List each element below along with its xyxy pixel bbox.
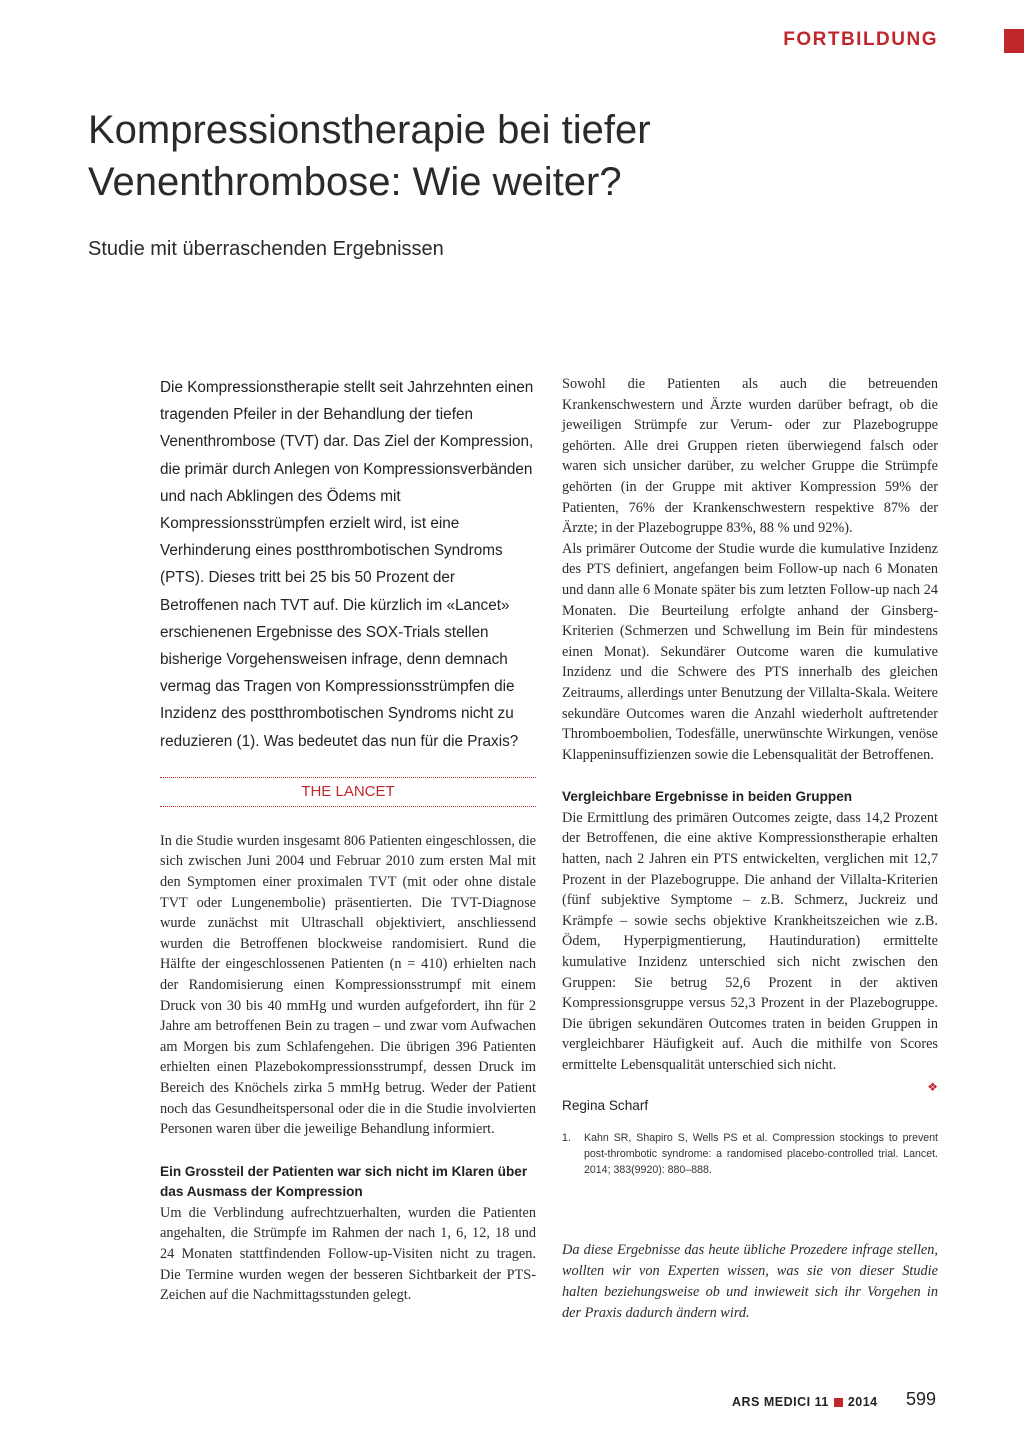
journal-year: 2014 [847, 1395, 878, 1409]
end-of-article-icon: ❖ [927, 1079, 938, 1094]
section-heading-1: Ein Grossteil der Patienten war sich nicht im Klaren über das Ausmass der Kompression [160, 1163, 528, 1200]
source-label: THE LANCET [301, 782, 395, 800]
editor-note: Da diese Ergebnisse das heute übliche Prozedere infrage stellen, wollten wir von Experten wissen, was sie von dieser Studie halten beziehungsweise ob und inwieweit sich ihr Vorgehen in der Praxis dadurch ändern wird. [562, 1241, 938, 1321]
author-name: Regina Scharf [562, 1097, 649, 1113]
journal-name: ARS MEDICI 11 [732, 1395, 829, 1409]
reference-list [562, 1130, 938, 1178]
body-paragraph-2: Um die Verblindung aufrechtzuerhalten, wurden die Patienten angehalten, die Strümpfe im Rahmen der nach 1, 6, 12, 18 und 24 Monaten stattfindenden Follow-up-Visiten nicht zu tragen. Die Termine wurden wegen der besseren Sichtbarkeit der PTS-Zeichen auf die Nachmittagsstunden gelegt. [160, 1204, 536, 1304]
section-marker [1004, 29, 1024, 53]
body-paragraph-4: Als primärer Outcome der Studie wurde die kumulative Inzidenz des PTS definiert, angefangen beim Follow-up nach 6 Monaten und dann alle 6 Monate später bis zum letzten Follow-up nach 24 Monaten. Die Beurteilung erfolgte anhand der Ginsberg-Kriterien (Schmerzen und Schwellung im Bein für mindestens einen Monat). Sekundärer Outcome waren die kumulative Inzidenz und die Schwere des PTS innerhalb des gleichen Zeitraums, allerdings unter Benutzung der Villalta-Skala. Weitere sekundäre Outcomes waren die Anzahl wiederholt auftretender Thromboembolien, Todesfälle, unerwünschte Wirkungen, venöse Klappeninsuffizienzen sowie die Lebensqualität der Betroffenen. [562, 540, 938, 763]
reference-text: Kahn SR, Shapiro S, Wells PS et al. Compression stockings to prevent post-thrombotic syndrome: a randomised placebo-controlled trial. Lancet. 2014; 383(9920): 880–888. [584, 1131, 938, 1176]
body-paragraph-1: In die Studie wurden insgesamt 806 Patienten eingeschlossen, die sich zwischen Juni 2004 und Februar 2010 zum ersten Mal mit den Symptomen einer proximalen TVT (mit oder ohne distale TVT oder Lungenembolie) präsentierten. Die TVT-Diagnose wurde zunächst mit Ultraschall objektiviert, anschliessend wurden die Betroffenen blockweise randomisiert. Rund die Hälfte der eingeschlossenen Patienten (n = 410) erhielten nach der Randomisierung einen Kompressionsstrumpf mit einem Druck von 30 bis 40 mmHg und wurden aufgefordert, ihn für 2 Jahre am betroffenen Bein zu tragen – und zwar vom Aufwachen am Morgen bis zum Schlafengehen. Die übrigen 396 Patienten erhielten einen Plazebokompressionsstrumpf, dessen Druck im Bereich des Knöchels zirka 5 mmHg betrug. Weder der Patient noch das Gesundheitspersonal oder die in die Studie involvierten Personen waren über die jeweilige Behandlung informiert. [160, 832, 537, 1138]
section-heading-2: Vergleichbare Ergebnisse in beiden Gruppen [562, 789, 853, 805]
body-paragraph-5: Die Ermittlung des primären Outcomes zeigte, dass 14,2 Prozent der Betroffenen, die eine aktive Kompressionstherapie erhalten hatten, nach 2 Jahren ein PTS entwickelten, verglichen mit 12,7 Prozent in der Plazebogruppe. Die anhand der Villalta-Kriterien (fünf subjektive Symptome – z.B. Schmerz, Juckreiz und Krämpfe – sowie sechs objektive Krankheitszeichen wie z.B. Ödem, Hyperpigmentierung, Hautinduration) ermittelte kumulative Inzidenz unterschied sich nicht zwischen den Gruppen: Sie betrug 52,6 Prozent in der aktiven Kompressionsgruppe versus 52,3 Prozent in der Plazebogruppe. Die übrigen sekundären Outcomes traten in beiden Gruppen in vergleichbarer Häufigkeit auf. Auch die mithilfe von Scores ermittelte Lebensqualität unterschied sich nicht. [562, 809, 938, 1073]
reference-item [562, 1130, 938, 1178]
article-subtitle: Studie mit überraschenden Ergebnissen [88, 238, 444, 260]
section-label: FORTBILDUNG [783, 29, 938, 50]
article-title: Kompressionstherapie bei tiefer Venenthrombose: Wie weiter? [88, 108, 651, 204]
footer-square-icon [834, 1398, 843, 1407]
left-column [160, 374, 536, 1306]
source-box [160, 777, 536, 807]
reference-number: 1. [562, 1131, 571, 1144]
article-lead: Die Kompressionstherapie stellt seit Jahrzehnten einen tragenden Pfeiler in der Behandlung der tiefen Venenthrombose (TVT) dar. Das Ziel der Kompression, die primär durch Anlegen von Kompressionsverbänden und nach Abklingen des Ödems mit Kompressionsstrümpfen erzielt wird, ist eine Verhinderung eines postthrombotischen Syndroms (PTS). Dieses tritt bei 25 bis 50 Prozent der Betroffenen nach TVT auf. Die kürzlich im «Lancet» erschienenen Ergebnisse des SOX-Trials stellen bisherige Vorgehensweisen infrage, denn demnach vermag das Tragen von Kompressionsstrümpfen die Inzidenz des postthrombotischen Syndroms nicht zu reduzieren (1). Was bedeutet das nun für die Praxis? [160, 379, 534, 750]
right-column [562, 374, 938, 1324]
page-number: 599 [906, 1389, 937, 1409]
footer-journal [732, 1395, 878, 1409]
body-paragraph-3: Sowohl die Patienten als auch die betreuenden Krankenschwestern und Ärzte wurden darüber befragt, ob die jeweiligen Strümpfe zur Verum- oder zur Plazebogruppe gehörten. Alle drei Gruppen rieten überwiegend falsch oder waren sich unsicher darüber, zu welcher Gruppe die Strümpfe gehörten (in der Gruppe mit aktiver Kompression 59% der Patienten, 76% der Krankenschwestern respektive 87% der Ärzte; in der Plazebogruppe 83%, 88 % und 92%). [562, 376, 938, 537]
